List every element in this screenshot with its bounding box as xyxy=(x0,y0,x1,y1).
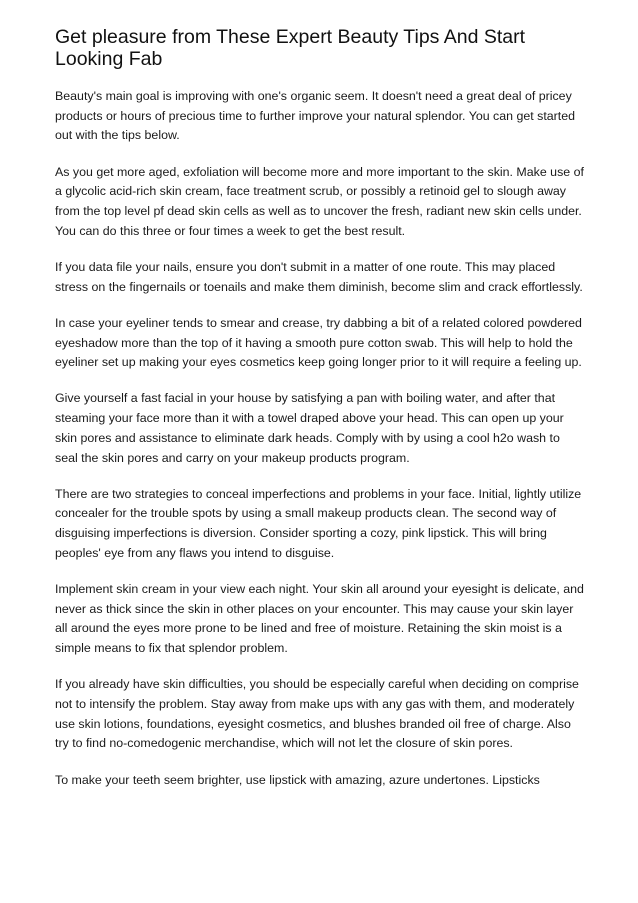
paragraph-5: Give yourself a fast facial in your house by satisfying a pan with boiling water, and after that steaming your face more than it with a towel draped above your head. This can open up your skin pores and assistance to eliminate dark heads. Comply with by using a cool h2o wash to seal the skin pores and carry on your makeup products program. xyxy=(55,391,564,465)
document-title: Get pleasure from These Expert Beauty Tips And Start Looking Fab xyxy=(55,26,526,70)
paragraph-9: To make your teeth seem brighter, use lipstick with amazing, azure undertones. Lipsticks xyxy=(55,772,540,787)
document-page xyxy=(55,26,585,807)
paragraph-4: In case your eyeliner tends to smear and crease, try dabbing a bit of a related colored powdered eyeshadow more than the top of it having a smooth pure cotton swab. This will help to hold the eyeliner set up making your eyes cosmetics keep going longer prior to it will require a feeling up. xyxy=(55,315,582,370)
paragraph-6: There are two strategies to conceal imperfections and problems in your face. Initial, lightly utilize concealer for the trouble spots by using a small makeup products clean. The second way of disguising imperfections is diversion. Consider sporting a cozy, pink lipstick. This will bring peoples' eye from any flaws you intend to disguise. xyxy=(55,486,582,560)
paragraph-8: If you already have skin difficulties, you should be especially careful when deciding on comprise not to intensify the problem. Stay away from make ups with any gas with them, and moderately use skin lotions, foundations, eyesight cosmetics, and blushes branded oil free of charge. Also try to find no-comedogenic merchandise, which will not let the closure of skin pores. xyxy=(55,677,579,751)
paragraph-2: As you get more aged, exfoliation will become more and more important to the skin. Make use of a glycolic acid-rich skin cream, face treatment scrub, or possibly a retinoid gel to slough away from the top level pf dead skin cells as well as to uncover the fresh, radiant new skin cells under. You can do this three or four times a week to get the best result. xyxy=(55,164,584,238)
paragraph-3: If you data file your nails, ensure you don't submit in a matter of one route. This may placed stress on the fingernails or toenails and make them diminish, become slim and crack effortlessly. xyxy=(55,259,583,294)
paragraph-7: Implement skin cream in your view each night. Your skin all around your eyesight is delicate, and never as thick since the skin in other places on your encounter. This may cause your skin layer all around the eyes more prone to be lined and free of moisture. Retaining the skin moist is a simple means to fix that splendor problem. xyxy=(55,582,584,656)
paragraph-1: Beauty's main goal is improving with one's organic seem. It doesn't need a great deal of pricey products or hours of precious time to further improve your natural splendor. You can get started out with the tips below. xyxy=(55,89,576,143)
